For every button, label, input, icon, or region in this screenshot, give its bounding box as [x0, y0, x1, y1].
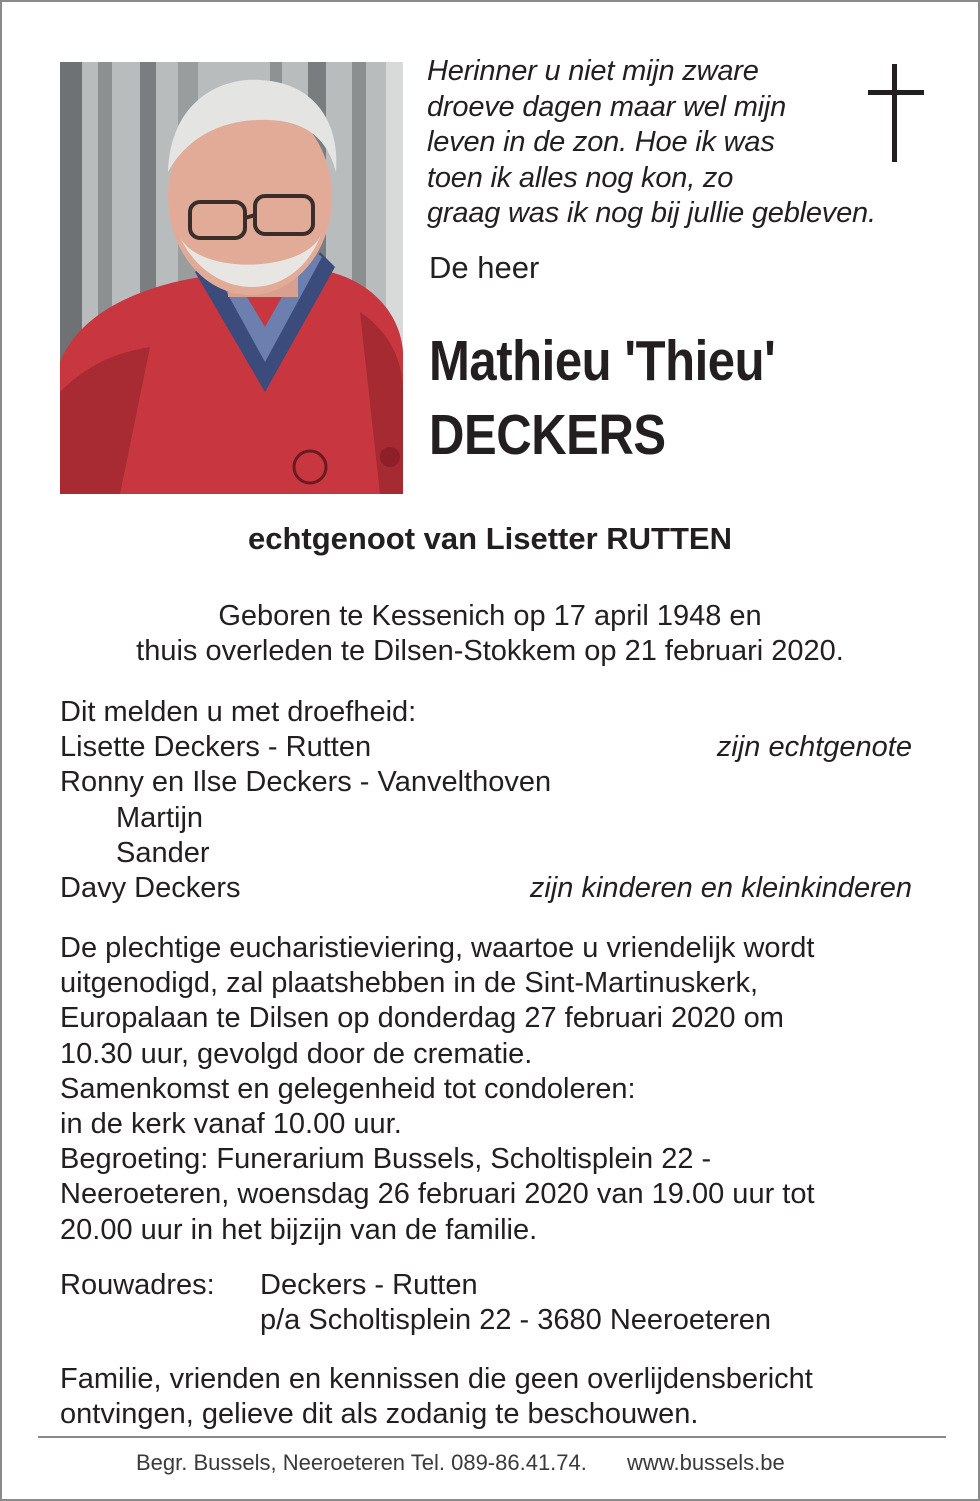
- ceremony-line: 10.30 uur, gevolgd door de crematie.: [60, 1037, 533, 1070]
- footer: [136, 1450, 785, 1476]
- poem-line: graag was ik nog bij jullie gebleven.: [427, 197, 876, 229]
- ceremony-line: Europalaan te Dilsen op donderdag 27 februari 2020 om: [60, 1002, 784, 1035]
- birth-death-info: [2, 599, 978, 669]
- family-row-spouse: [60, 730, 912, 765]
- honorific-title: De heer: [429, 250, 540, 285]
- poem-line: leven in de zon. Hoe ik was: [427, 126, 775, 158]
- family-grandchild: Sander: [116, 836, 210, 869]
- poem-line: Herinner u niet mijn zware: [427, 55, 759, 87]
- cross-icon: [866, 64, 926, 162]
- deceased-name-last: DECKERS: [429, 403, 666, 467]
- family-grandchild: Martijn: [116, 801, 204, 834]
- poem-line: toen ik alles nog kon, zo: [427, 161, 734, 194]
- portrait-illustration: [60, 62, 403, 494]
- family-intro: Dit melden u met droefheid:: [60, 696, 417, 728]
- spouse-relation: zijn echtgenote: [716, 731, 912, 764]
- address-label: Rouwadres:: [60, 1269, 215, 1301]
- birth-line: Geboren te Kessenich op 17 april 1948 en: [218, 600, 762, 632]
- footer-divider: [38, 1436, 946, 1438]
- memorial-poem: [427, 54, 927, 232]
- family-child: Ronny en Ilse Deckers - Vanvelthoven: [60, 766, 552, 799]
- family-announcement: [60, 695, 912, 906]
- address-line: p/a Scholtisplein 22 - 3680 Neeroeteren: [260, 1304, 772, 1337]
- address-lines: [260, 1268, 771, 1338]
- closing-line: ontvingen, gelieve dit als zodanig te beschouwen.: [60, 1398, 699, 1431]
- closing-note: [60, 1362, 813, 1432]
- ceremony-line: in de kerk vanaf 10.00 uur.: [60, 1108, 402, 1141]
- ceremony-details: [60, 931, 920, 1248]
- death-line: thuis overleden te Dilsen-Stokkem op 21 februari 2020.: [136, 635, 844, 667]
- ceremony-line: uitgenodigd, zal plaatshebben in de Sint-Martinuskerk,: [60, 967, 759, 1000]
- deceased-name: [429, 324, 775, 472]
- ceremony-line: Begroeting: Funerarium Bussels, Scholtisplein 22 -: [60, 1143, 712, 1176]
- ceremony-line: Neeroeteren, woensdag 26 februari 2020 van 19.00 uur tot: [60, 1178, 815, 1211]
- spouse-name: Lisette Deckers - Rutten: [60, 731, 372, 764]
- funeral-home-contact: Begr. Bussels, Neeroeteren Tel. 089-86.41.74.: [136, 1450, 587, 1475]
- ceremony-line: Samenkomst en gelegenheid tot condoleren:: [60, 1072, 636, 1105]
- portrait-photo: [60, 62, 403, 494]
- funeral-home-website[interactable]: www.bussels.be: [627, 1450, 785, 1475]
- closing-line: Familie, vrienden en kennissen die geen overlijdensbericht: [60, 1363, 813, 1395]
- family-row-children: [60, 871, 912, 906]
- poem-line: droeve dagen maar wel mijn: [427, 90, 787, 123]
- children-relation: zijn kinderen en kleinkinderen: [529, 872, 912, 905]
- ceremony-line: 20.00 uur in het bijzijn van de familie.: [60, 1213, 538, 1246]
- spouse-line: echtgenoot van Lisetter RUTTEN: [248, 521, 732, 556]
- family-child: Davy Deckers: [60, 872, 241, 905]
- deceased-name-first: Mathieu 'Thieu': [429, 329, 776, 393]
- ceremony-line: De plechtige eucharistieviering, waartoe u vriendelijk wordt: [60, 932, 815, 964]
- address-line: Deckers - Rutten: [260, 1269, 478, 1301]
